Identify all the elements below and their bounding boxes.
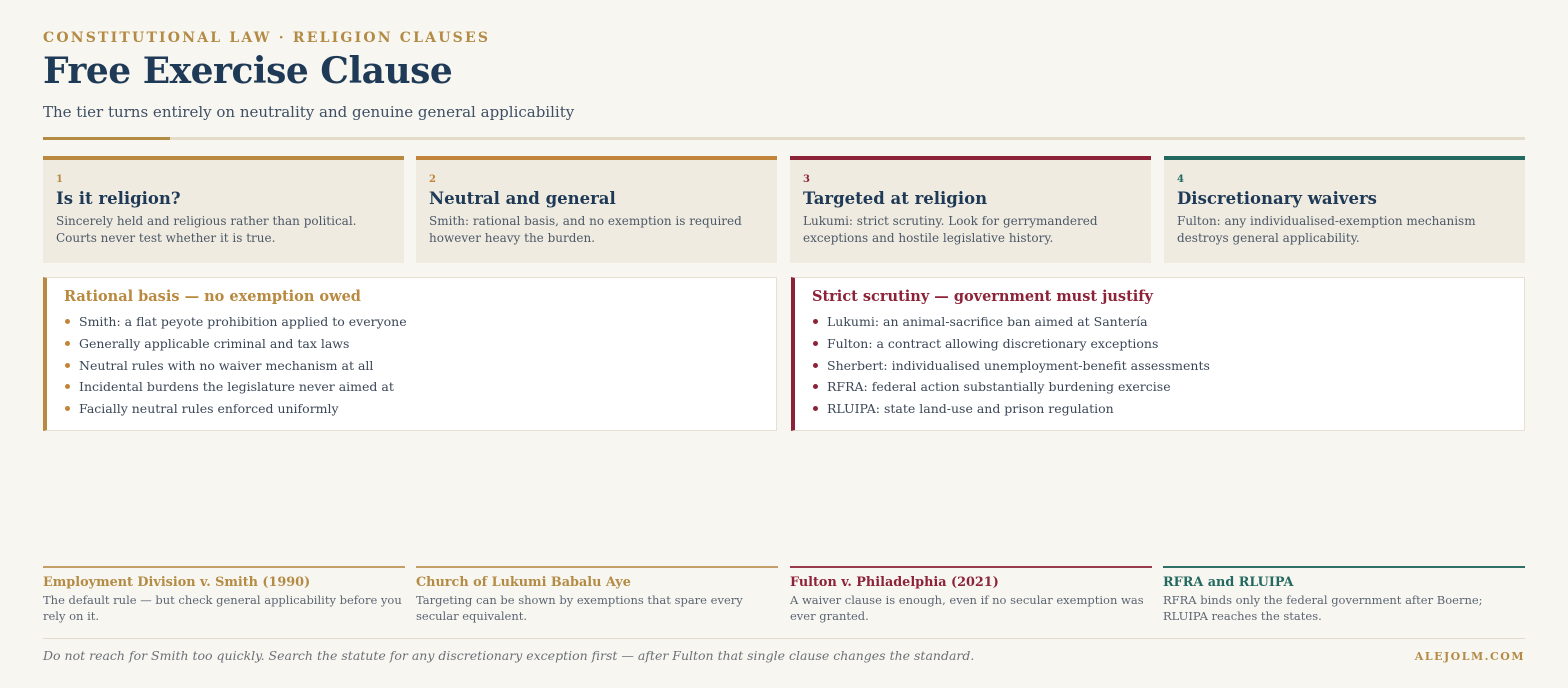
step-number: 1 <box>56 174 63 185</box>
strict-scrutiny-panel <box>791 277 1525 431</box>
divider-accent <box>43 137 170 140</box>
case-description: A waiver clause is enough, even if no secular exemption was ever granted. <box>790 593 1144 623</box>
list-item: Sherbert: individualised unemployment-benefit assessments <box>812 355 1508 377</box>
brand-link[interactable]: ALEJOLM.COM <box>1414 650 1525 663</box>
case-fulton <box>790 566 1152 624</box>
steps-row <box>43 156 1525 263</box>
page-title: Free Exercise Clause <box>43 50 453 92</box>
step-title: Discretionary waivers <box>1177 189 1377 208</box>
step-number: 4 <box>1177 174 1184 185</box>
list-item: RLUIPA: state land-use and prison regulation <box>812 398 1508 420</box>
step-title: Targeted at religion <box>803 189 988 208</box>
list-item: Facially neutral rules enforced uniformly <box>64 398 760 420</box>
case-description: RFRA binds only the federal government after Boerne; RLUIPA reaches the states. <box>1163 593 1483 623</box>
step-number: 2 <box>429 174 436 185</box>
case-name: Church of Lukumi Babalu Aye <box>416 575 631 590</box>
step-number: 3 <box>803 174 810 185</box>
step-description: Sincerely held and religious rather than political. Courts never test whether it is true. <box>56 214 357 245</box>
cases-row <box>43 566 1525 626</box>
footer-divider <box>43 638 1525 639</box>
list-item: Generally applicable criminal and tax laws <box>64 333 760 355</box>
case-lukumi <box>416 566 778 624</box>
list-item: Incidental burdens the legislature never aimed at <box>64 376 760 398</box>
case-name: RFRA and RLUIPA <box>1163 575 1294 590</box>
eyebrow: CONSTITUTIONAL LAW · RELIGION CLAUSES <box>43 30 491 46</box>
step-card-3 <box>790 156 1151 263</box>
panel-heading: Rational basis — no exemption owed <box>64 288 361 305</box>
step-card-2 <box>416 156 777 263</box>
panel-heading: Strict scrutiny — government must justify <box>812 288 1153 305</box>
list-item: Fulton: a contract allowing discretionary exceptions <box>812 333 1508 355</box>
rational-basis-panel <box>43 277 777 431</box>
step-description: Smith: rational basis, and no exemption is required however heavy the burden. <box>429 214 742 245</box>
case-description: Targeting can be shown by exemptions that spare every secular equivalent. <box>416 593 743 623</box>
step-description: Lukumi: strict scrutiny. Look for gerrymandered exceptions and hostile legislative history. <box>803 214 1098 245</box>
case-name: Fulton v. Philadelphia (2021) <box>790 575 999 590</box>
list-item: RFRA: federal action substantially burdening exercise <box>812 376 1508 398</box>
divider <box>43 137 1525 140</box>
list-item: Smith: a flat peyote prohibition applied to everyone <box>64 311 760 333</box>
step-description: Fulton: any individualised-exemption mechanism destroys general applicability. <box>1177 214 1476 245</box>
footer-note: Do not reach for Smith too quickly. Search the statute for any discretionary exception first — after Fulton that single clause changes the standard. <box>43 648 975 663</box>
page-subtitle: The tier turns entirely on neutrality and genuine general applicability <box>43 103 575 121</box>
strict-scrutiny-list <box>812 311 1508 420</box>
step-card-4 <box>1164 156 1525 263</box>
list-item: Neutral rules with no waiver mechanism at all <box>64 355 760 377</box>
step-card-1 <box>43 156 404 263</box>
case-description: The default rule — but check general applicability before you rely on it. <box>43 593 402 623</box>
page <box>43 0 1525 688</box>
case-rfra-rluipa <box>1163 566 1525 624</box>
case-name: Employment Division v. Smith (1990) <box>43 575 311 590</box>
list-item: Lukumi: an animal-sacrifice ban aimed at Santería <box>812 311 1508 333</box>
step-title: Neutral and general <box>429 189 616 208</box>
case-smith <box>43 566 405 624</box>
step-title: Is it religion? <box>56 189 181 208</box>
rational-basis-list <box>64 311 760 420</box>
